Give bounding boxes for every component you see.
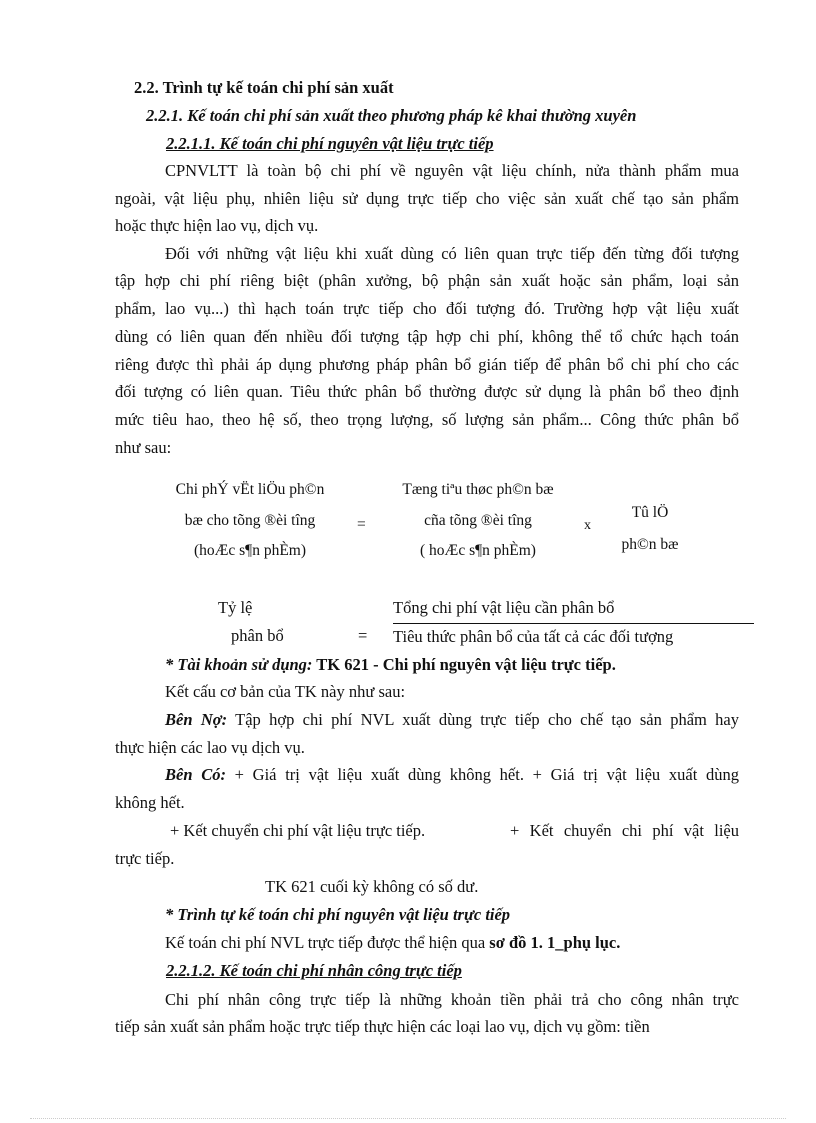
formula1-left-line: (hoÆc s¶n phÈm) [193, 542, 307, 559]
para2-line: tập hợp chi phí riêng biệt (phân xưởng, bộ phận sản xuất hoặc sản phẩm, loại sản [115, 271, 739, 290]
structure-intro: Kết cấu cơ bản của TK này như sau: [165, 682, 406, 701]
para2-line: đối tượng có liên quan. Tiêu thức phân bổ thường được sử dụng là phân bổ theo định [115, 382, 739, 401]
para1-line: ngoài, vật liệu phụ, nhiên liệu sử dụng trực tiếp cho việc sản xuất chế tạo sản phẩm [115, 189, 739, 208]
tk-no-balance: TK 621 cuối kỳ không có số dư. [265, 877, 479, 896]
para2-line: dùng có liên quan đến nhiều đối tượng tập hợp chi phí, không thể tổ chức hạch toán [115, 327, 739, 346]
formula1-middle-line: cña tõng ®èi tîng [424, 512, 532, 529]
ket-chuyen-2: + Kết chuyển chi phí vật liệu [510, 821, 739, 840]
formula1-times: x [584, 518, 591, 533]
formula1-middle-line: Tæng tiªu thøc ph©n bæ [402, 481, 554, 498]
para2-line: mức tiêu hao, theo hệ số, theo trọng lượng, số lượng sản phẩm... Công thức phân bổ [115, 410, 739, 429]
ket-chuyen-1: + Kết chuyển chi phí vật liệu trực tiếp. [170, 821, 426, 840]
formula1-middle-line: ( hoÆc s¶n phÈm) [420, 542, 536, 559]
para1-line: hoặc thực hiện lao vụ, dịch vụ. [115, 216, 319, 235]
procedure-heading: * Trình tự kế toán chi phí nguyên vật liệu trực tiếp [165, 905, 511, 924]
formula2-numerator: Tổng chi phí vật liệu cần phân bổ [393, 598, 615, 617]
account-used-label: * Tài khoản sử dụng: [165, 655, 313, 674]
ben-no-line [165, 710, 739, 730]
para2-line: như sau: [115, 438, 172, 457]
procedure-text: Kế toán chi phí NVL trực tiếp được thể hiện qua [165, 933, 490, 952]
ben-no-label: Bên Nợ: [165, 710, 228, 729]
ben-no-continuation: thực hiện các lao vụ dịch vụ. [115, 738, 305, 757]
heading-2-2-1: 2.2.1. Kế toán chi phí sản xuất theo phương pháp kê khai thường xuyên [146, 106, 637, 125]
heading-2-2: 2.2. Trình tự kế toán chi phí sản xuất [134, 78, 394, 97]
procedure-ref: sơ đồ 1. 1_phụ lục. [489, 933, 621, 952]
ben-co-line [165, 765, 739, 785]
para2-line: riêng được thì phải áp dụng phương pháp phân bổ gián tiếp để phân bổ chi phí cho các [115, 355, 739, 374]
fraction-bar [393, 623, 754, 624]
para-last-line: tiếp sản xuất sản phẩm hoặc trực tiếp thực hiện các loại lao vụ, dịch vụ gồm: tiền [115, 1017, 650, 1036]
para1-line: CPNVLTT là toàn bộ chi phí về nguyên vật liệu chính, nửa thành phẩm mua [165, 161, 739, 180]
formula1-left-line: Chi phÝ vËt liÖu ph©n [175, 481, 325, 498]
formula2-equals: = [358, 626, 368, 645]
para-last-line: Chi phí nhân công trực tiếp là những khoản tiền phải trả cho công nhân trực [165, 990, 739, 1009]
formula1-right-line: Tû lÖ [631, 504, 669, 521]
ben-no-text: Tập hợp chi phí NVL xuất dùng trực tiếp cho chế tạo sản phẩm hay [227, 710, 739, 729]
formula2-denominator: Tiêu thức phân bổ của tất cả các đối tượng [393, 627, 674, 646]
ben-co-text: + Giá trị vật liệu xuất dùng không hết. + Giá trị vật liệu xuất dùng [225, 765, 739, 784]
account-used-line [165, 655, 616, 675]
heading-2-2-1-2: 2.2.1.2. Kế toán chi phí nhân công trực tiếp [166, 961, 462, 980]
ben-co-continuation: không hết. [115, 793, 185, 812]
ket-chuyen-continuation: trực tiếp. [115, 849, 175, 868]
formula1-right-line: ph©n bæ [621, 536, 679, 553]
heading-2-2-1-1: 2.2.1.1. Kế toán chi phí nguyên vật liệu trực tiếp [166, 134, 494, 153]
formula2-left-line: phân bổ [231, 626, 284, 645]
procedure-line [165, 933, 620, 953]
account-used-name: TK 621 - Chi phí nguyên vật liệu trực tiếp. [312, 655, 616, 674]
para2-line: Đối với những vật liệu khi xuất dùng có liên quan trực tiếp đến từng đối tượng [165, 244, 739, 263]
formula1-left-line: bæ cho tõng ®èi tîng [184, 512, 316, 529]
ben-co-label: Bên Có: [165, 765, 226, 784]
formula1-equals: = [357, 516, 366, 533]
para2-line: phẩm, lao vụ...) thì hạch toán trực tiếp cho đối tượng đó. Trường hợp vật liệu xuất [115, 299, 739, 318]
formula2-left-line: Tỷ lệ [218, 598, 253, 617]
page-bottom-dotted-border [30, 1118, 786, 1119]
